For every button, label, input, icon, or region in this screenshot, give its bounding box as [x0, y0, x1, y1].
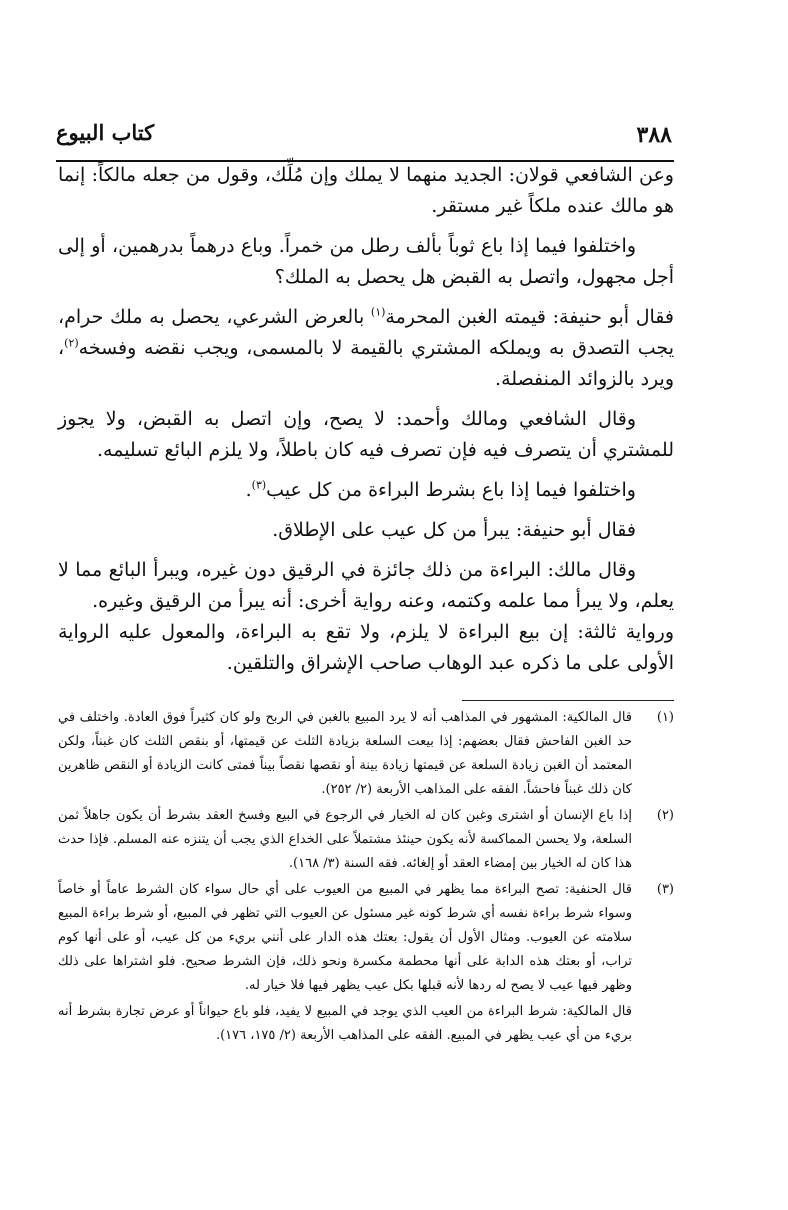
paragraph: فقال أبو حنيفة: قيمته الغبن المحرمة$^{(١)}$ بالعرض الشرعي، يحصل به ملك حرام، يجب التصدق به ويملكه المشتري بالقيمة لا بالمسمى، ويجب نقضه وفسخه$^{(٢)}$، ويرد بالزوائد المنفصلة.: [58, 305, 674, 390]
paragraph: وعن الشافعي قولان: الجديد منهما لا يملك وإن مُلِّك، وقول من جعله مالكاً: إنما هو مالك عنده ملكاً غير مستقر.: [58, 164, 674, 217]
paragraph: واختلفوا فيما إذا باع ثوباً بألف رطل من خمراً. وباع درهماً بدرهمين، أو إلى أجل مجهول، واتصل به القبض هل يحصل به الملك؟: [58, 235, 674, 288]
footnote-text: قال الحنفية: تصح البراءة مما يظهر في المبيع من العيوب على أي حال سواء كان الشرط عاماً أو خاصاً وسواء شرط براءة نفسه أي شرط كونه غير مسئول عن العيوب التي تظهر في المبيع، أو شرط براءة المبيع سلامته عن العيوب. ومثال الأول أن يقول: بعتك هذه الدار على أنني بريء من كل عيب، أو على أنها كوم تراب، أو بعتك هذه الدابة على أنها محطمة مكسرة ونحو ذلك، فإن الشرط صحيح. فلو اشتراها على ذلك وظهر فيها عيب لا يصح له ردها لأنه قبلها بكل عيب يظهر فيها فلا خيار له.: [58, 882, 632, 993]
main-text: [58, 160, 674, 688]
footnote: [58, 804, 674, 876]
page-number: ٣٨٨: [636, 122, 672, 148]
footnote-number: (١): [656, 710, 674, 725]
paragraph: وقال الشافعي ومالك وأحمد: لا يصح، وإن اتصل به القبض، ولا يجوز للمشتري أن يتصرف فيه فإن تصرف فيه كان باطلاً، ولا يلزم البائع تسليمه.: [58, 408, 674, 461]
footnote-text: قال المالكية: المشهور في المذاهب أنه لا يرد المبيع بالغبن في الربح ولو كان كثيراً فوق العادة. واختلف في حد الغبن الفاحش فقال بعضهم: إذا بيعت السلعة بزيادة الثلث عن قيمتها، أو بنقص الثلث كان غبناً، ولكن المعتمد أن الغبن زيادة السلعة عن قيمتها زيادة بينة أو نقصها نقصاً بيناً فمتى كانت الزيادة أو النقص ظاهرين كان ذلك غبناً فاحشاً. الفقه على المذاهب الأربعة (٢/ ٢٥٢).: [58, 710, 632, 797]
footnote-divider: [462, 700, 674, 701]
footnote: [58, 706, 674, 802]
running-title: كتاب البيوع: [56, 120, 155, 145]
page-header: [56, 118, 672, 158]
footnote-mark: (٣): [251, 478, 267, 492]
paragraph: واختلفوا فيما إذا باع بشرط البراءة من كل عيب$^{(٣)}$.: [245, 478, 636, 501]
footnote-mark: (٢): [64, 336, 79, 350]
footnote: [58, 878, 674, 998]
footnote-number: (٢): [656, 808, 674, 823]
paragraph: ورواية ثالثة: إن بيع البراءة لا يلزم، ولا تقع به البراءة، والمعول عليه الرواية الأولى على ما ذكره عبد الوهاب صاحب الإشراق والتلقين.: [58, 621, 674, 674]
paragraph: وقال مالك: البراءة من ذلك جائزة في الرقيق دون غيره، ويبرأ البائع مما لا يعلم، ولا يبرأ مما علمه وكتمه، وعنه رواية أخرى: أنه يبرأ من الرقيق وغيره.: [58, 559, 674, 612]
footnote-mark: (١): [370, 305, 386, 319]
footnote-number: (٣): [656, 882, 674, 897]
paragraph: فقال أبو حنيفة: يبرأ من كل عيب على الإطلاق.: [272, 519, 636, 541]
footnote-text: إذا باع الإنسان أو اشترى وغبن كان له الخيار في الرجوع في البيع وفسخ العقد بشرط أن يكون جاهلاً ثمن السلعة، ولا يحسن المماكسة لأنه يكون حينئذ مشتملاً على الخداع الذي يجب أن يتنزه عنه المسلم. فإذا حدث هذا كان له الخيار بين إمضاء العقد أو إلغائه. فقه السنة (٣/ ١٦٨).: [58, 808, 632, 871]
footnote-continuation: قال المالكية: شرط البراءة من العيب الذي يوجد في المبيع لا يفيد، فلو باع حيواناً أو عرض تجارة بشرط أنه بريء من أي عيب يظهر في المبيع. الفقه على المذاهب الأربعة (٢/ ١٧٥، ١٧٦).: [58, 1004, 632, 1043]
footnotes: [58, 706, 674, 1048]
